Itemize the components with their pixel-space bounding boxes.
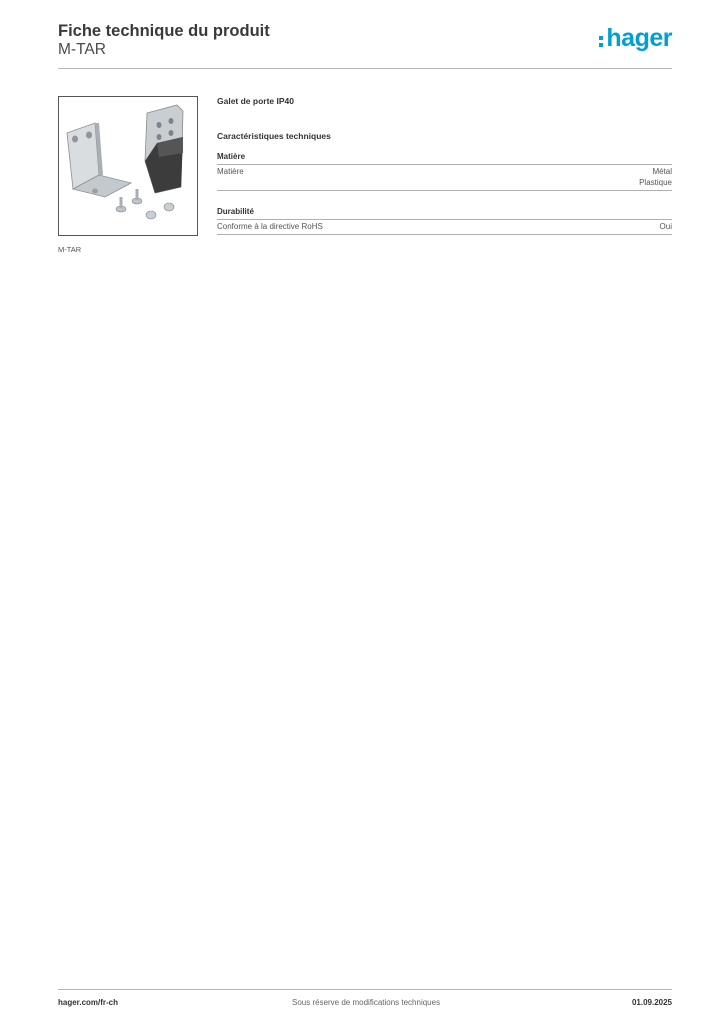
spec-content — [217, 96, 672, 235]
footer-notice: Sous réserve de modifications techniques — [292, 998, 441, 1007]
spec-value-line: Oui — [659, 222, 672, 231]
footer-date: 01.09.2025 — [631, 998, 672, 1007]
logo-dots-icon — [599, 26, 605, 48]
footer-divider — [58, 989, 672, 990]
product-name: Galet de porte IP40 — [217, 96, 294, 106]
roller-icon — [145, 105, 183, 193]
screws-icon — [116, 189, 174, 219]
spec-value — [639, 166, 672, 188]
product-image — [58, 96, 198, 236]
spec-group-title: Matière — [217, 152, 672, 165]
spec-label: Conforme à la directive RoHS — [217, 222, 323, 231]
spec-row — [217, 165, 672, 191]
bracket-icon — [67, 123, 131, 197]
technical-characteristics-heading: Caractéristiques techniques — [217, 131, 331, 141]
header-divider — [58, 68, 672, 69]
page-header — [58, 22, 672, 69]
spec-value — [660, 221, 672, 232]
spec-row — [217, 220, 672, 235]
hager-logo — [599, 26, 672, 54]
logo-text: hager — [606, 24, 672, 52]
image-caption: M-TAR — [58, 245, 82, 254]
spec-group-material — [217, 152, 672, 191]
door-roller-kit-illustration — [59, 97, 197, 235]
spec-value-line: Plastique — [639, 178, 672, 187]
footer-website: hager.com/fr-ch — [58, 998, 119, 1007]
product-reference: M-TAR — [58, 41, 106, 58]
spec-label: Matière — [217, 167, 244, 176]
spec-value-line: Métal — [652, 167, 672, 176]
document-title: Fiche technique du produit — [58, 22, 270, 40]
spec-group-durability — [217, 207, 672, 235]
spec-group-title: Durabilité — [217, 207, 672, 220]
